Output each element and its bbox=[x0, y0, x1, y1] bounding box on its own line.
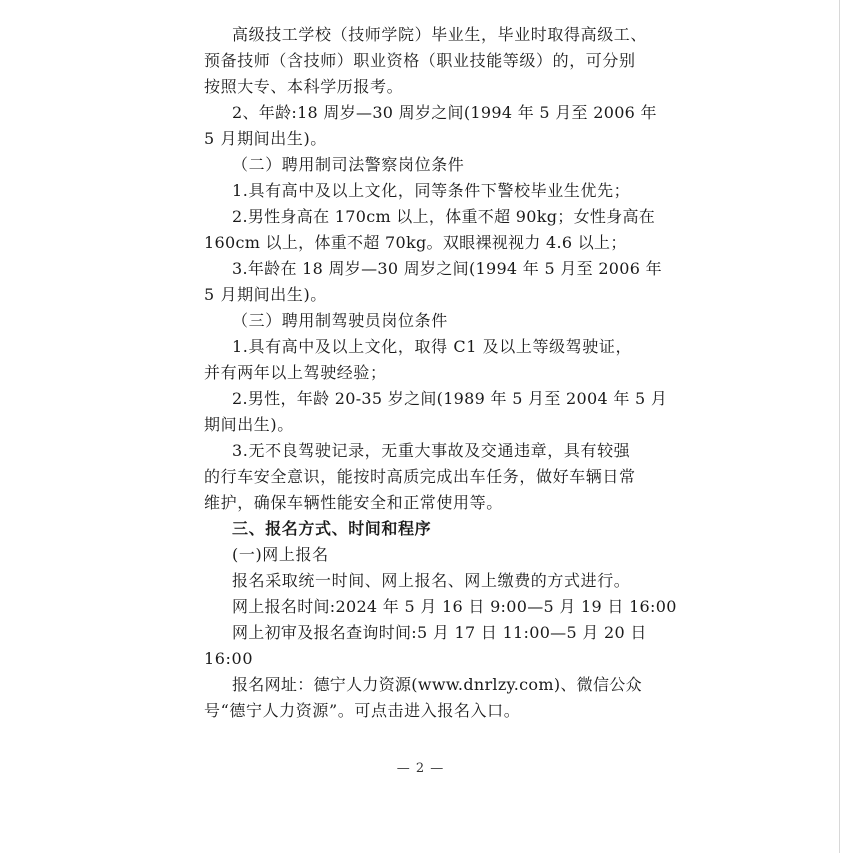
body-text-line: 报名采取统一时间、网上报名、网上缴费的方式进行。 bbox=[232, 571, 631, 590]
body-text-line: 的行车安全意识，能按时高质完成出车任务，做好车辆日常 bbox=[204, 467, 636, 486]
body-text-line: 网上报名时间:2024 年 5 月 16 日 9:00—5 月 19 日 16:00 bbox=[232, 597, 677, 616]
body-text-line: 2.男性，年龄 20-35 岁之间(1989 年 5 月至 2004 年 5 月 bbox=[232, 389, 668, 408]
section-heading-registration: 三、报名方式、时间和程序 bbox=[232, 519, 432, 538]
body-text-line: 期间出生)。 bbox=[204, 415, 294, 434]
section-heading-driver: （三）聘用制驾驶员岗位条件 bbox=[232, 311, 448, 330]
body-text-line: 号“德宁人力资源”。可点击进入报名入口。 bbox=[204, 701, 521, 720]
body-text-line: 预备技师（含技师）职业资格（职业技能等级）的，可分别 bbox=[204, 51, 636, 70]
page-number: — 2 — bbox=[396, 761, 445, 776]
body-text-line: 2、年龄:18 周岁—30 周岁之间(1994 年 5 月至 2006 年 bbox=[232, 103, 657, 122]
body-text-line: 5 月期间出生)。 bbox=[204, 285, 327, 304]
body-text-line: 维护，确保车辆性能安全和正常使用等。 bbox=[204, 493, 503, 512]
body-text-line: 高级技工学校（技师学院）毕业生，毕业时取得高级工、 bbox=[232, 25, 648, 44]
body-text-line: 3.无不良驾驶记录，无重大事故及交通违章，具有较强 bbox=[232, 441, 631, 460]
body-text-line: 网上初审及报名查询时间:5 月 17 日 11:00—5 月 20 日 bbox=[232, 623, 647, 642]
body-text-line: 3.年龄在 18 周岁—30 周岁之间(1994 年 5 月至 2006 年 bbox=[232, 259, 662, 278]
body-text-line: 按照大专、本科学历报考。 bbox=[204, 77, 404, 96]
body-text-line: 2.男性身高在 170cm 以上，体重不超 90kg；女性身高在 bbox=[232, 207, 656, 226]
body-text-line: 160cm 以上，体重不超 70kg。双眼裸视视力 4.6 以上； bbox=[204, 233, 627, 252]
body-text-line: 并有两年以上驾驶经验； bbox=[204, 363, 387, 382]
body-text-line: 1.具有高中及以上文化，同等条件下警校毕业生优先； bbox=[232, 181, 631, 200]
section-heading-judicial-police: （二）聘用制司法警察岗位条件 bbox=[232, 155, 465, 174]
body-text-line: 16:00 bbox=[204, 649, 254, 668]
body-text-line: 5 月期间出生)。 bbox=[204, 129, 327, 148]
subsection-heading-online-registration: (一)网上报名 bbox=[232, 545, 329, 564]
body-text-line: 报名网址：德宁人力资源(www.dnrlzy.com)、微信公众 bbox=[232, 675, 642, 694]
body-text-line: 1.具有高中及以上文化，取得 C1 及以上等级驾驶证， bbox=[232, 337, 633, 356]
